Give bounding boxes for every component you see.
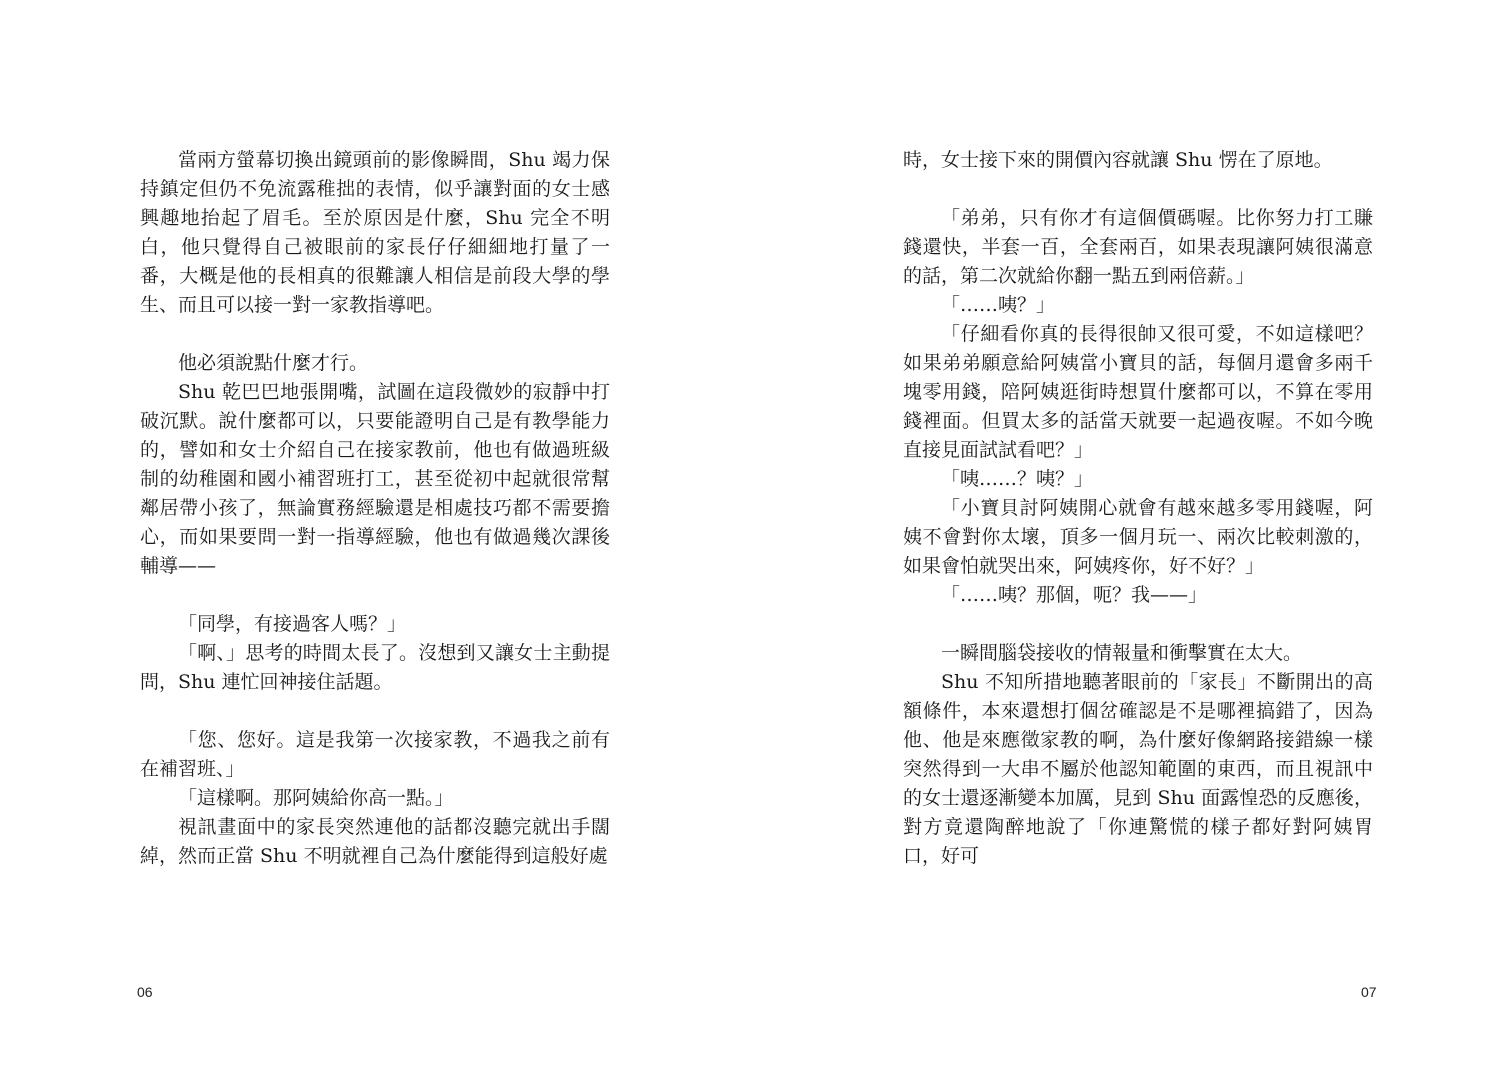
paragraph: 「……咦？」 [941, 294, 1056, 316]
paragraph-gap [140, 697, 610, 726]
paragraph-gap [140, 320, 610, 349]
page-number-right: 07 [1361, 984, 1377, 1000]
paragraph-gap [903, 175, 1373, 204]
paragraph: 一瞬間腦袋接收的情報量和衝擊實在太大。 [941, 642, 1303, 664]
paragraph: 視訊畫面中的家長突然連他的話都沒聽完就出手闊綽，然而正當 Shu 不明就裡自己為什麼能得到這般好處 [140, 816, 610, 867]
paragraph: 「仔細看你真的長得很帥又很可愛，不如這樣吧？如果弟弟願意給阿姨當小寶貝的話，每個月還會多兩千塊零用錢，陪阿姨逛街時想買什麼都可以，不算在零用錢裡面。但買太多的話當天就要一起過夜喔。不如今晚直接見面試試看吧？」 [903, 323, 1373, 461]
paragraph: Shu 不知所措地聽著眼前的「家長」不斷開出的高額條件，本來還想打個岔確認是不是哪裡搞錯了，因為他、他是來應徵家教的啊，為什麼好像網路接錯線一樣突然得到一大串不屬於他認知範圍的東西，而且視訊中的女士還逐漸變本加厲，見到 Shu 面露惶恐的反應後，對方竟還陶醉地說了「你連驚慌的樣子都好對阿姨胃口，好可 [903, 671, 1373, 867]
paragraph: 他必須說點什麼才行。 [178, 352, 369, 374]
left-page [140, 146, 610, 871]
paragraph: 「這樣啊。那阿姨給你高一點。」 [178, 787, 454, 809]
paragraph: 「您、您好。這是我第一次接家教，不過我之前有在補習班、」 [140, 729, 610, 780]
paragraph: 「……咦？那個，呃？我——」 [941, 584, 1208, 606]
paragraph: Shu 乾巴巴地張開嘴，試圖在這段微妙的寂靜中打破沉默。說什麼都可以，只要能證明自己是有教學能力的，譬如和女士介紹自己在接家教前，他也有做過班級制的幼稚園和國小補習班打工，甚至從初中起就很常幫鄰居帶小孩了，無論實務經驗還是相處技巧都不需要擔心，而如果要問一對一指導經驗，他也有做過幾次課後輔導—— [140, 381, 610, 577]
paragraph: 「小寶貝討阿姨開心就會有越來越多零用錢喔，阿姨不會對你太壞，頂多一個月玩一、兩次比較刺激的，如果會怕就哭出來，阿姨疼你，好不好？」 [903, 497, 1373, 577]
paragraph: 「咦……？咦？」 [941, 468, 1094, 490]
paragraph: 「同學，有接過客人嗎？」 [178, 613, 407, 635]
paragraph-gap [140, 581, 610, 610]
paragraph-gap [903, 610, 1373, 639]
page-number-left: 06 [137, 984, 153, 1000]
right-page [903, 146, 1373, 871]
paragraph: 「啊、」思考的時間太長了。沒想到又讓女士主動提問，Shu 連忙回神接住話題。 [140, 642, 610, 693]
paragraph: 當兩方螢幕切換出鏡頭前的影像瞬間，Shu 竭力保持鎮定但仍不免流露稚拙的表情，似乎讓對面的女士感興趣地抬起了眉毛。至於原因是什麼，Shu 完全不明白，他只覺得自己被眼前的家長仔仔細細地打量了一番，大概是他的長相真的很難讓人相信是前段大學的學生、而且可以接一對一家教指導吧。 [140, 149, 610, 316]
paragraph: 時，女士接下來的開價內容就讓 Shu 愣在了原地。 [903, 149, 1333, 171]
paragraph: 「弟弟，只有你才有這個價碼喔。比你努力打工賺錢還快，半套一百，全套兩百，如果表現讓阿姨很滿意的話，第二次就給你翻一點五到兩倍薪。」 [903, 207, 1373, 287]
